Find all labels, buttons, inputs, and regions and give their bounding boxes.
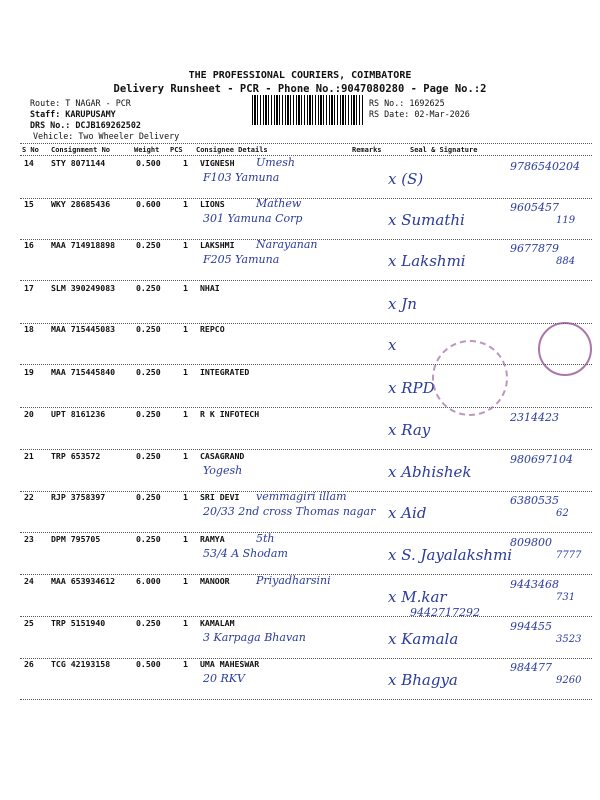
table-row bbox=[0, 618, 600, 660]
pieces-count: 1 bbox=[183, 659, 188, 669]
consignment-number: SLM 390249083 bbox=[51, 283, 116, 293]
handwritten-phone-extra: 884 bbox=[556, 256, 576, 267]
serial-number: 18 bbox=[24, 324, 34, 334]
serial-number: 24 bbox=[24, 576, 34, 586]
handwritten-receiver-name: Priyadharsini bbox=[256, 574, 331, 587]
handwritten-address: F205 Yamuna bbox=[203, 253, 280, 266]
weight-value: 0.250 bbox=[136, 409, 161, 419]
consignee-name: UMA MAHESWAR bbox=[200, 659, 260, 669]
consignee-name: R K INFOTECH bbox=[200, 409, 260, 419]
table-row bbox=[0, 158, 600, 200]
consignment-number: MAA 653934612 bbox=[51, 576, 116, 586]
pieces-count: 1 bbox=[183, 618, 188, 628]
consignment-number: WKY 28685436 bbox=[51, 199, 111, 209]
company-seal-stamp bbox=[432, 340, 508, 416]
col-pcs: PCS bbox=[170, 146, 183, 154]
row-separator bbox=[20, 699, 592, 700]
handwritten-phone: 9605457 bbox=[510, 201, 559, 214]
receiver-signature: x RPD bbox=[388, 379, 435, 397]
consignee-name: VIGNESH bbox=[200, 158, 235, 168]
serial-number: 17 bbox=[24, 283, 34, 293]
pieces-count: 1 bbox=[183, 534, 188, 544]
receiver-signature: x M.kar bbox=[388, 588, 447, 606]
bank-seal-stamp bbox=[538, 322, 592, 376]
pieces-count: 1 bbox=[183, 199, 188, 209]
handwritten-receiver-name: Mathew bbox=[256, 197, 302, 210]
rs-date: RS Date: 02-Mar-2026 bbox=[369, 109, 470, 119]
table-row bbox=[0, 240, 600, 282]
receiver-signature: x Sumathi bbox=[388, 211, 465, 229]
weight-value: 0.500 bbox=[136, 659, 161, 669]
receiver-signature: x Aid bbox=[388, 504, 427, 522]
handwritten-phone-alt: 9442717292 bbox=[410, 606, 480, 619]
weight-value: 0.600 bbox=[136, 199, 161, 209]
serial-number: 15 bbox=[24, 199, 34, 209]
weight-value: 0.250 bbox=[136, 534, 161, 544]
consignment-number: STY 8071144 bbox=[51, 158, 106, 168]
drs-number: DRS No.: DCJB169262502 bbox=[30, 120, 141, 130]
runsheet-title: Delivery Runsheet - PCR - Phone No.:9047080280 - Page No.:2 bbox=[113, 83, 487, 95]
receiver-signature: x bbox=[388, 336, 397, 354]
consignment-number: UPT 8161236 bbox=[51, 409, 106, 419]
row-separator bbox=[20, 616, 592, 617]
serial-number: 22 bbox=[24, 492, 34, 502]
consignment-number: DPM 795705 bbox=[51, 534, 101, 544]
col-consignment: Consignment No bbox=[51, 146, 111, 154]
header-top-line bbox=[20, 143, 592, 144]
route-label: Route: T NAGAR - PCR bbox=[30, 98, 131, 108]
vehicle-label: Vehicle: Two Wheeler Delivery bbox=[33, 131, 180, 141]
consignee-name: CASAGRAND bbox=[200, 451, 245, 461]
consignment-number: TRP 653572 bbox=[51, 451, 101, 461]
handwritten-phone-extra: 3523 bbox=[556, 634, 582, 645]
col-sno: S No bbox=[22, 146, 39, 154]
handwritten-phone: 9443468 bbox=[510, 578, 559, 591]
consignment-number: TRP 5151940 bbox=[51, 618, 106, 628]
table-row bbox=[0, 199, 600, 241]
serial-number: 20 bbox=[24, 409, 34, 419]
col-consignee: Consignee Details bbox=[196, 146, 268, 154]
handwritten-receiver-name: vemmagiri illam bbox=[256, 490, 347, 503]
consignee-name: LAKSHMI bbox=[200, 240, 235, 250]
handwritten-phone: 809800 bbox=[510, 536, 552, 549]
receiver-signature: x Abhishek bbox=[388, 463, 472, 481]
table-row bbox=[0, 659, 600, 701]
handwritten-receiver-name: Narayanan bbox=[256, 238, 318, 251]
receiver-signature: x Kamala bbox=[388, 630, 459, 648]
pieces-count: 1 bbox=[183, 324, 188, 334]
pieces-count: 1 bbox=[183, 367, 188, 377]
receiver-signature: x Bhagya bbox=[388, 671, 458, 689]
handwritten-phone: 984477 bbox=[510, 661, 552, 674]
serial-number: 26 bbox=[24, 659, 34, 669]
col-weight: Weight bbox=[134, 146, 160, 154]
table-row bbox=[0, 492, 600, 534]
pieces-count: 1 bbox=[183, 451, 188, 461]
consignment-number: MAA 715445083 bbox=[51, 324, 116, 334]
pieces-count: 1 bbox=[183, 409, 188, 419]
consignee-name: KAMALAM bbox=[200, 618, 235, 628]
consignee-name: LIONS bbox=[200, 199, 225, 209]
serial-number: 23 bbox=[24, 534, 34, 544]
handwritten-phone: 6380535 bbox=[510, 494, 559, 507]
consignee-name: RAMYA bbox=[200, 534, 225, 544]
table-row bbox=[0, 324, 600, 366]
row-separator bbox=[20, 407, 592, 408]
consignee-name: MANOOR bbox=[200, 576, 230, 586]
weight-value: 0.250 bbox=[136, 283, 161, 293]
handwritten-phone-extra: 9260 bbox=[556, 675, 582, 686]
rs-number: RS No.: 1692625 bbox=[369, 98, 445, 108]
pieces-count: 1 bbox=[183, 492, 188, 502]
receiver-signature: x S. Jayalakshmi bbox=[388, 546, 513, 564]
serial-number: 14 bbox=[24, 158, 34, 168]
handwritten-address: 53/4 A Shodam bbox=[203, 547, 288, 560]
receiver-signature: x Ray bbox=[388, 421, 431, 439]
consignee-name: SRI DEVI bbox=[200, 492, 240, 502]
weight-value: 0.250 bbox=[136, 618, 161, 628]
row-separator bbox=[20, 449, 592, 450]
handwritten-phone: 2314423 bbox=[510, 411, 559, 424]
handwritten-address: F103 Yamuna bbox=[203, 171, 280, 184]
weight-value: 6.000 bbox=[136, 576, 161, 586]
table-row bbox=[0, 576, 600, 618]
handwritten-address: 20/33 2nd cross Thomas nagar bbox=[203, 505, 376, 518]
consignee-name: REPCO bbox=[200, 324, 225, 334]
weight-value: 0.500 bbox=[136, 158, 161, 168]
handwritten-address: 301 Yamuna Corp bbox=[203, 212, 303, 225]
receiver-signature: x Lakshmi bbox=[388, 252, 466, 270]
weight-value: 0.250 bbox=[136, 324, 161, 334]
col-seal: Seal & Signature bbox=[410, 146, 478, 154]
handwritten-receiver-name: 5th bbox=[256, 532, 275, 545]
receiver-signature: x Jn bbox=[388, 295, 417, 313]
barcode-image bbox=[252, 95, 364, 125]
consignee-name: NHAI bbox=[200, 283, 220, 293]
row-separator bbox=[20, 280, 592, 281]
serial-number: 16 bbox=[24, 240, 34, 250]
row-separator bbox=[20, 532, 592, 533]
weight-value: 0.250 bbox=[136, 367, 161, 377]
handwritten-receiver-name: Umesh bbox=[256, 156, 295, 169]
table-row bbox=[0, 409, 600, 451]
weight-value: 0.250 bbox=[136, 492, 161, 502]
handwritten-address: 3 Karpaga Bhavan bbox=[203, 631, 306, 644]
header-bottom-line bbox=[20, 155, 592, 156]
pieces-count: 1 bbox=[183, 576, 188, 586]
consignment-number: MAA 714918898 bbox=[51, 240, 116, 250]
weight-value: 0.250 bbox=[136, 240, 161, 250]
pieces-count: 1 bbox=[183, 283, 188, 293]
handwritten-address: Yogesh bbox=[203, 464, 243, 477]
handwritten-phone-extra: 119 bbox=[556, 215, 576, 226]
table-row bbox=[0, 283, 600, 325]
consignment-number: TCG 42193158 bbox=[51, 659, 111, 669]
serial-number: 25 bbox=[24, 618, 34, 628]
handwritten-phone: 980697104 bbox=[510, 453, 573, 466]
consignment-number: MAA 715445840 bbox=[51, 367, 116, 377]
receiver-signature: x (S) bbox=[388, 170, 424, 188]
pieces-count: 1 bbox=[183, 240, 188, 250]
handwritten-phone: 9677879 bbox=[510, 242, 559, 255]
handwritten-phone: 9786540204 bbox=[510, 160, 580, 173]
serial-number: 19 bbox=[24, 367, 34, 377]
handwritten-phone: 994455 bbox=[510, 620, 552, 633]
serial-number: 21 bbox=[24, 451, 34, 461]
consignee-name: INTEGRATED bbox=[200, 367, 250, 377]
table-row bbox=[0, 534, 600, 576]
handwritten-phone-extra: 731 bbox=[556, 592, 576, 603]
table-row bbox=[0, 367, 600, 409]
handwritten-phone-extra: 62 bbox=[556, 508, 569, 519]
staff-label: Staff: KARUPUSAMY bbox=[30, 109, 116, 119]
pieces-count: 1 bbox=[183, 158, 188, 168]
handwritten-address: 20 RKV bbox=[203, 672, 245, 685]
weight-value: 0.250 bbox=[136, 451, 161, 461]
col-remarks: Remarks bbox=[352, 146, 382, 154]
row-separator bbox=[20, 364, 592, 365]
company-name: THE PROFESSIONAL COURIERS, COIMBATORE bbox=[188, 70, 412, 81]
consignment-number: RJP 3758397 bbox=[51, 492, 106, 502]
table-row bbox=[0, 451, 600, 493]
handwritten-phone-extra: 7777 bbox=[556, 550, 582, 561]
